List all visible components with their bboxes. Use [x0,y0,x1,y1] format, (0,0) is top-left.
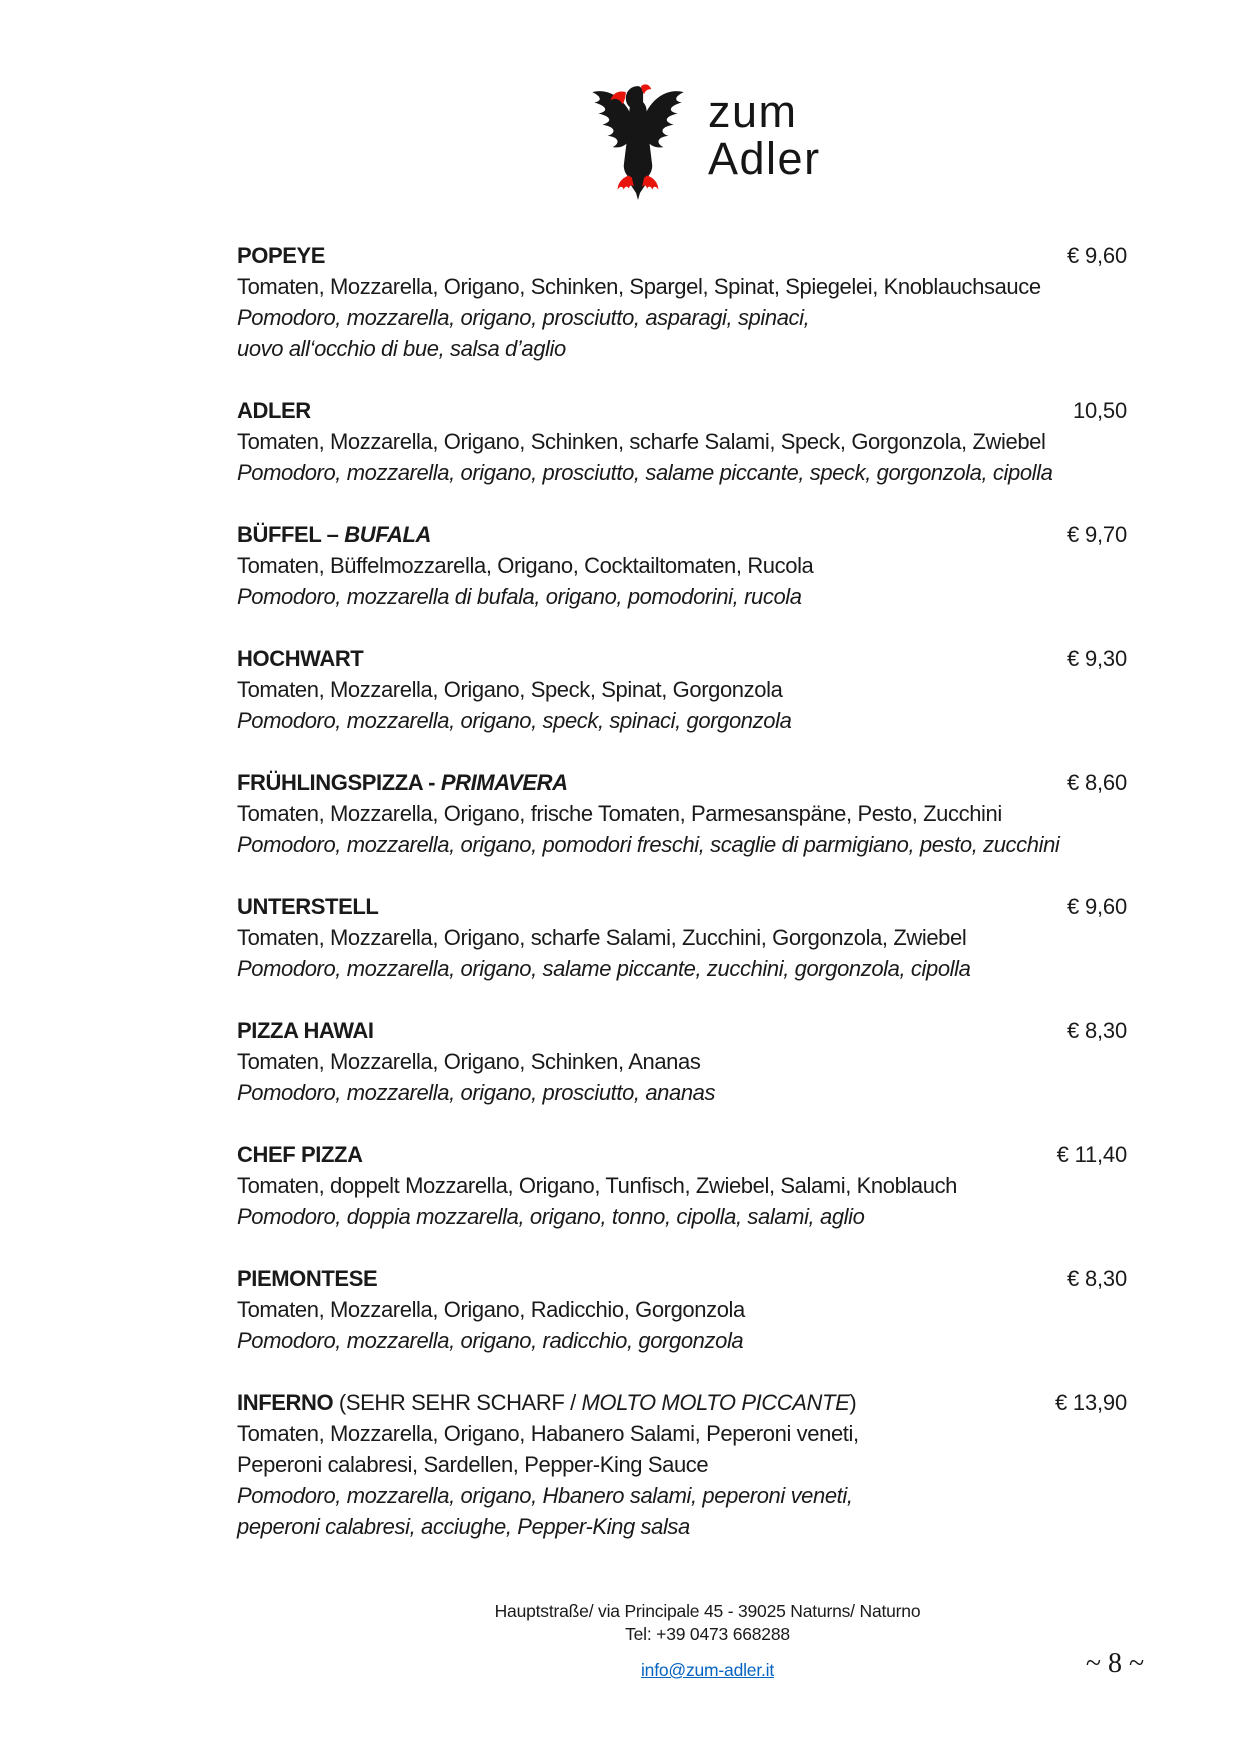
item-price: € 9,60 [1067,243,1127,268]
menu-item [237,519,1127,612]
item-description-it: Pomodoro, mozzarella, origano, Hbanero salami, peperoni veneti, [237,1483,853,1508]
item-name: POPEYE [237,243,326,268]
item-price: 10,50 [1072,398,1127,423]
item-description-it: Pomodoro, mozzarella, origano, prosciutto, asparagi, spinaci, [237,305,810,330]
menu-item [237,1263,1127,1356]
item-description-it: Pomodoro, mozzarella, origano, salame piccante, zucchini, gorgonzola, cipolla [237,956,971,981]
footer-email-link[interactable]: info@zum-adler.it [640,1660,775,1680]
menu-item [237,891,1127,984]
item-name: INFERNO (SEHR SEHR SCHARF / MOLTO MOLTO PICCANTE) [237,1390,857,1415]
item-description-it: Pomodoro, mozzarella, origano, prosciutto, salame piccante, speck, gorgonzola, cipolla [237,460,1053,485]
item-price: € 13,90 [1054,1390,1127,1415]
item-name: HOCHWART [237,646,364,671]
item-description-it: peperoni calabresi, acciughe, Pepper-King salsa [237,1514,690,1539]
item-description-it: Pomodoro, mozzarella, origano, radicchio, gorgonzola [237,1328,744,1353]
item-price: € 8,30 [1067,1018,1127,1043]
item-name: ADLER [237,398,311,423]
menu-item [237,240,1127,364]
item-description-de: Tomaten, Mozzarella, Origano, Speck, Spinat, Gorgonzola [237,677,783,702]
item-description-de: Tomaten, Mozzarella, Origano, frische Tomaten, Parmesanspäne, Pesto, Zucchini [237,801,1002,826]
item-description-de: Tomaten, Mozzarella, Origano, scharfe Salami, Zucchini, Gorgonzola, Zwiebel [237,925,967,950]
menu-item [237,767,1127,860]
item-description-it: Pomodoro, mozzarella, origano, pomodori freschi, scaglie di parmigiano, pesto, zucchini [237,832,1060,857]
item-price: € 11,40 [1056,1142,1127,1167]
footer-phone: Tel: +39 0473 668288 [625,1624,790,1644]
menu-item [237,643,1127,736]
menu-item [237,1387,1127,1542]
item-price: € 9,60 [1067,894,1127,919]
item-name: CHEF PIZZA [237,1142,363,1167]
restaurant-logo [584,82,821,202]
item-description-de: Peperoni calabresi, Sardellen, Pepper-King Sauce [237,1452,709,1477]
item-description-de: Tomaten, Mozzarella, Origano, Schinken, Ananas [237,1049,701,1074]
logo-text [708,88,821,182]
item-description-it: Pomodoro, mozzarella di bufala, origano, pomodorini, rucola [237,584,802,609]
menu-item [237,395,1127,488]
item-name: BÜFFEL – BUFALA [237,522,432,547]
item-description-de: Tomaten, Büffelmozzarella, Origano, Cocktailtomaten, Rucola [237,553,814,578]
item-description-it: Pomodoro, mozzarella, origano, speck, spinaci, gorgonzola [237,708,792,733]
logo-text-line2: Adler [708,133,821,184]
item-description-de: Tomaten, Mozzarella, Origano, Schinken, scharfe Salami, Speck, Gorgonzola, Zwiebel [237,429,1046,454]
item-name: UNTERSTELL [237,894,379,919]
item-description-it: Pomodoro, doppia mozzarella, origano, tonno, cipolla, salami, aglio [237,1204,865,1229]
item-description-de: Tomaten, doppelt Mozzarella, Origano, Tunfisch, Zwiebel, Salami, Knoblauch [237,1173,958,1198]
item-description-it: Pomodoro, mozzarella, origano, prosciutto, ananas [237,1080,716,1105]
menu-list [237,240,1127,1573]
item-description-de: Tomaten, Mozzarella, Origano, Radicchio, Gorgonzola [237,1297,745,1322]
footer-address: Hauptstraße/ via Principale 45 - 39025 Naturns/ Naturno [494,1601,921,1621]
item-price: € 8,60 [1067,770,1127,795]
logo-text-line1: zum [708,86,798,137]
menu-item [237,1015,1127,1108]
item-description-it: uovo all‘occhio di bue, salsa d’aglio [237,336,566,361]
item-price: € 9,70 [1067,522,1127,547]
menu-item [237,1139,1127,1232]
item-description-de: Tomaten, Mozzarella, Origano, Habanero Salami, Peperoni veneti, [237,1421,859,1446]
item-name: PIEMONTESE [237,1266,378,1291]
page-number: ~ 8 ~ [1085,1648,1145,1679]
item-price: € 9,30 [1067,646,1127,671]
eagle-logo-icon [584,82,692,202]
item-description-de: Tomaten, Mozzarella, Origano, Schinken, Spargel, Spinat, Spiegelei, Knoblauchsauce [237,274,1041,299]
item-name: PIZZA HAWAI [237,1018,374,1043]
item-price: € 8,30 [1067,1266,1127,1291]
item-name: FRÜHLINGSPIZZA - PRIMAVERA [237,770,568,795]
